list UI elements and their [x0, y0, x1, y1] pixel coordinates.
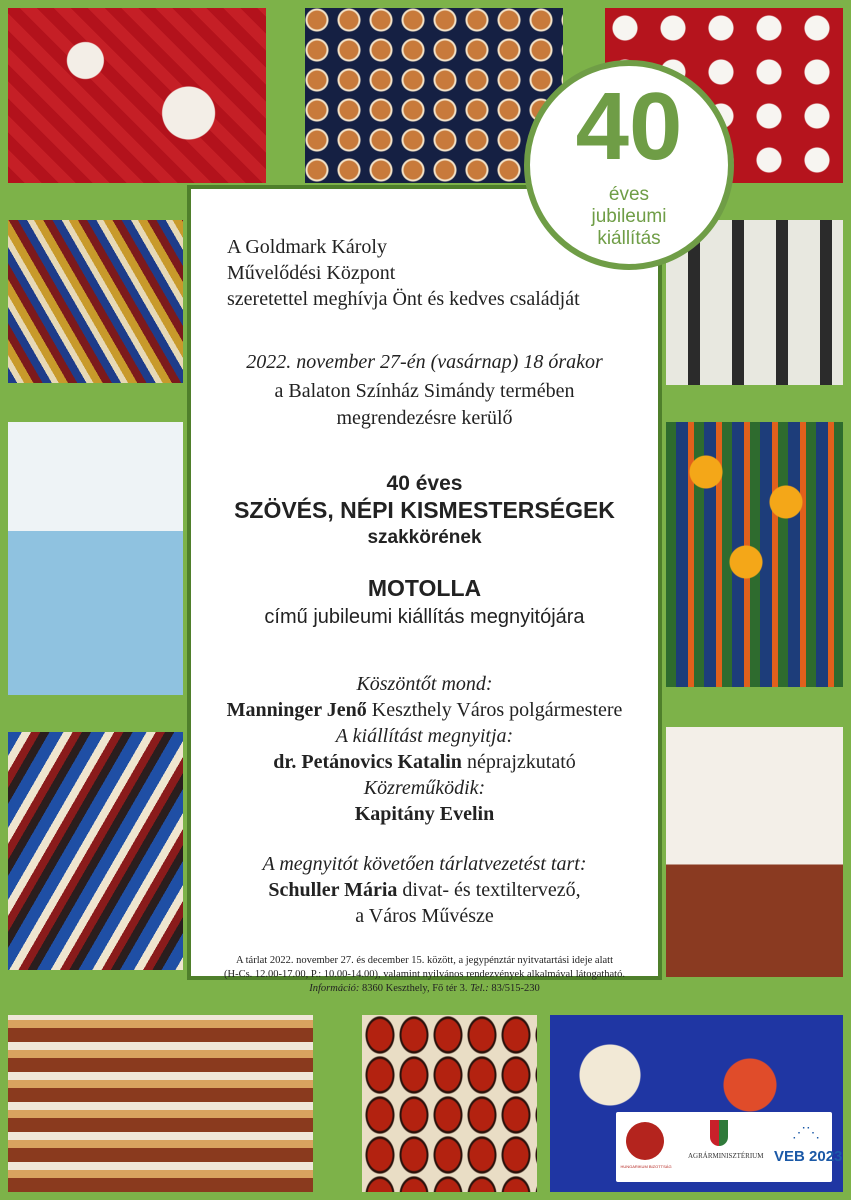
greeting-role: Keszthely Város polgármestere: [366, 699, 623, 721]
anniversary-badge: [524, 60, 734, 270]
tour-line: [191, 879, 658, 902]
photo-woven-cushions: [8, 1015, 313, 1192]
exhibition-subtitle: című jubileumi kiállítás megnyitójára: [264, 606, 585, 628]
organizer-line: szeretettel meghívja Önt és kedves családját: [227, 288, 580, 310]
sponsor-logos: [616, 1112, 843, 1182]
tour-role: divat- és textiltervező,: [397, 879, 581, 901]
info-label: Információ:: [309, 983, 360, 994]
exhibition-name: MOTOLLA: [367, 575, 482, 601]
footer-line2: (H-Cs. 12.00-17.00, P.: 10.00-14.00), valamint nyilvános rendezvények alkalmával látogatható.: [224, 969, 625, 980]
contrib-name: Kapitány Evelin: [354, 803, 495, 825]
contrib-label: Közreműködik:: [363, 777, 486, 799]
event-date: 2022. november 27-én (vasárnap) 18 órakor: [246, 351, 603, 373]
spark-rays-icon: ⋰⋱: [792, 1124, 820, 1140]
event-venue: a Balaton Színház Simándy termében: [274, 380, 575, 402]
title-main: SZÖVÉS, NÉPI KISMESTERSÉGEK: [234, 497, 615, 523]
photo-blue-rugs: [8, 732, 183, 970]
coat-of-arms-icon: [710, 1120, 728, 1146]
badge-number: 40: [575, 73, 683, 180]
organizer-block: [227, 234, 580, 312]
footer-line1: A tárlat 2022. november 27. és december 15. között, a jegypénztár nyitvatartási ideje alatt: [236, 955, 613, 966]
greeting-line: [191, 699, 658, 722]
hungarikum-label: HUNGARIKUM BIZOTTSÁG: [620, 1164, 672, 1169]
tel-label: Tel.:: [470, 983, 489, 994]
greeting-label: Köszöntőt mond:: [356, 673, 493, 695]
photo-painted-eggs: [362, 1015, 537, 1192]
badge-line1: éves: [608, 184, 650, 205]
title-years: 40 éves: [386, 472, 463, 495]
invitation-card: [187, 185, 662, 994]
title-circle: szakkörének: [367, 527, 482, 548]
greeting-name: Manninger Jenő: [226, 699, 367, 721]
opening-role: néprajzkutató: [461, 751, 576, 773]
tel-value: 83/515-230: [488, 983, 540, 994]
tour-name: Schuller Mária: [268, 879, 398, 901]
tour-role-line2: a Város Művésze: [355, 905, 494, 927]
tour-label: A megnyitót követően tárlatvezetést tart:: [262, 853, 587, 875]
ministry-label: AGRÁRMINISZTÉRIUM: [688, 1152, 764, 1160]
badge-line2: jubileumi: [591, 206, 667, 227]
event-held: megrendezésre kerülő: [336, 407, 513, 429]
opening-label: A kiállítást megnyitja:: [335, 725, 514, 747]
badge-line3: kiállítás: [597, 228, 661, 249]
organizer-line: A Goldmark Károly: [227, 236, 387, 258]
photo-bobbin-lace-red: [8, 8, 266, 183]
hungarikum-logo-icon: [626, 1122, 664, 1160]
photo-embroidered-pillows: [8, 422, 183, 695]
footer-info: [191, 983, 658, 994]
photo-pottery-rugs: [666, 727, 843, 977]
opening-line: [191, 751, 658, 774]
info-address: 8360 Keszthely, Fő tér 3.: [359, 983, 471, 994]
opening-name: dr. Petánovics Katalin: [273, 751, 462, 773]
organizer-line: Művelődési Központ: [227, 262, 396, 284]
photo-sunflower-tapestry: [666, 422, 843, 687]
photo-woven-rug: [8, 220, 183, 383]
veb-label: VEB 2023: [774, 1148, 843, 1165]
